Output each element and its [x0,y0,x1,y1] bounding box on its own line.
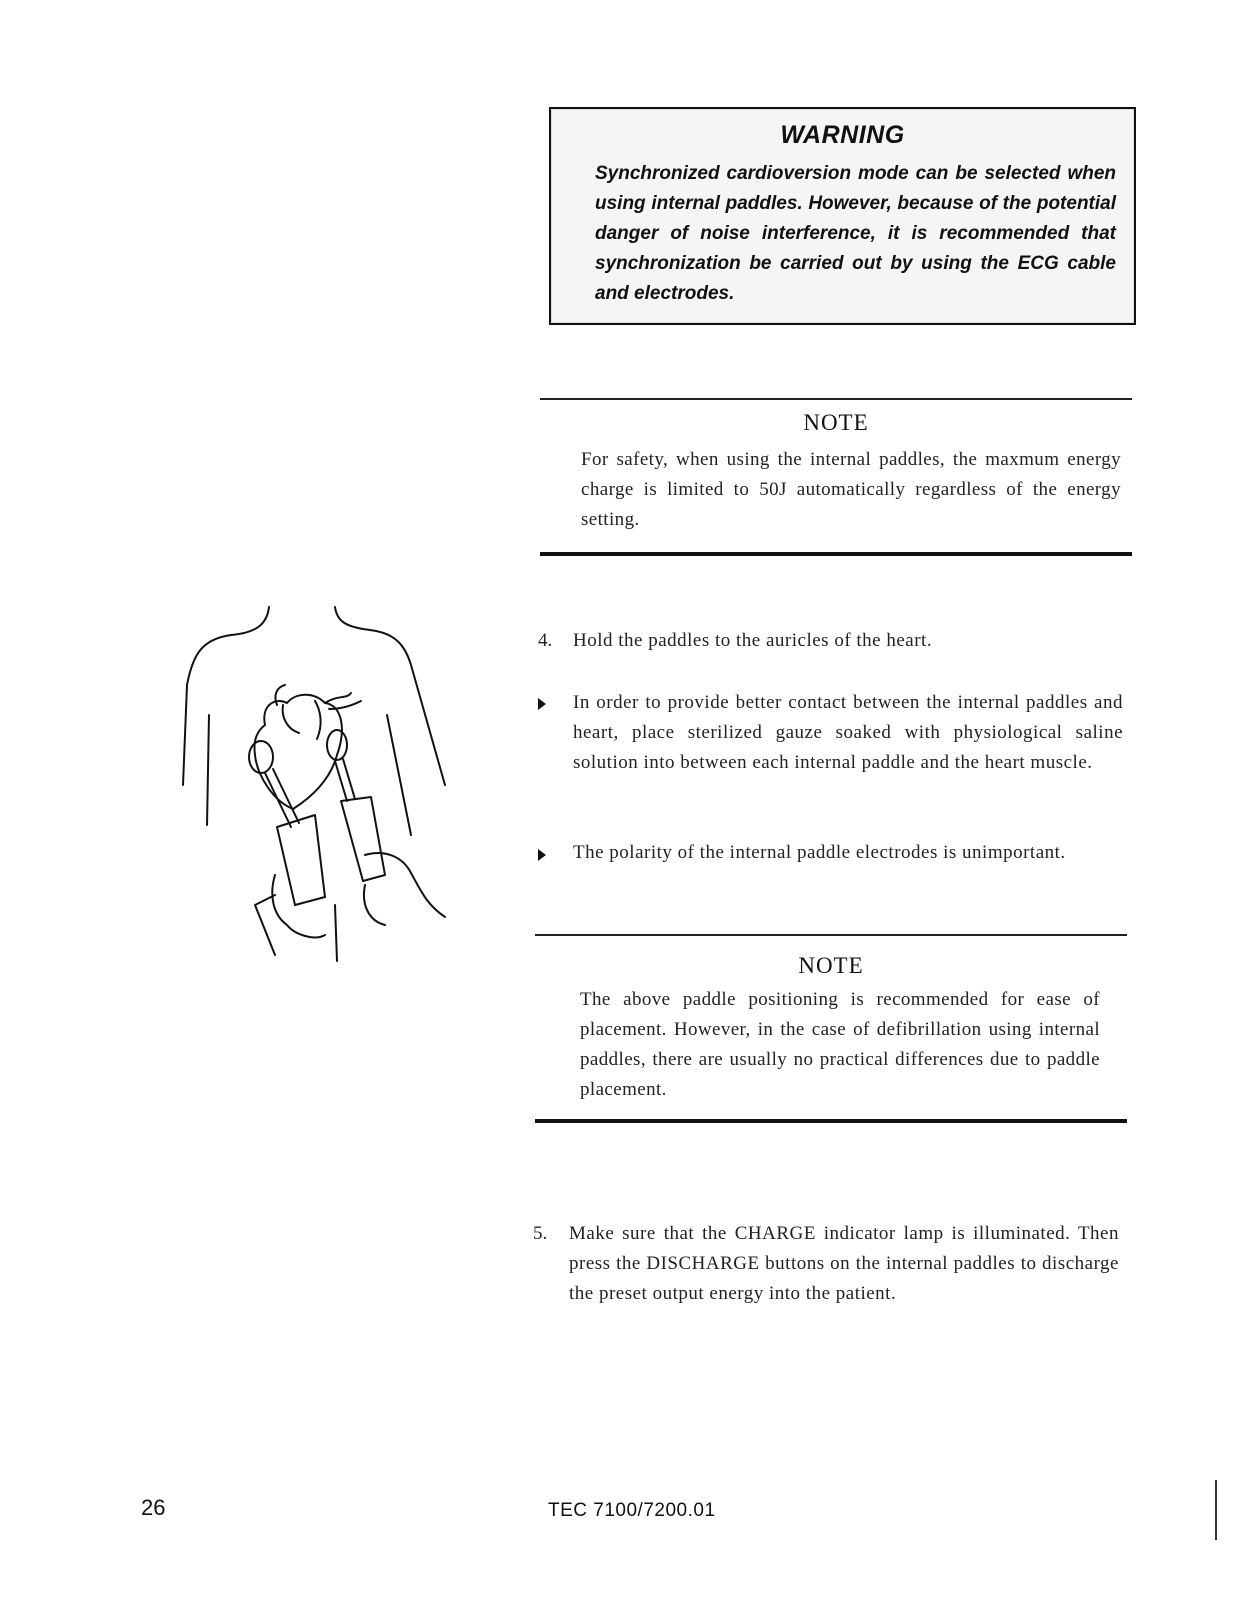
left-paddle-head [249,741,273,773]
step4-text: Hold the paddles to the auricles of the heart. [573,630,933,651]
torso-right-outline [370,630,445,785]
step5-number: 5. [533,1223,548,1244]
document-code: TEC 7100/7200.01 [548,1500,716,1521]
neck-right-line [335,607,370,630]
vessel-1 [325,693,351,703]
right-fingers [364,885,385,925]
page-edge-mark [1215,1480,1217,1540]
step4-number: 4. [538,630,553,651]
bullet-2-text: The polarity of the internal paddle electrodes is unimportant. [573,842,1066,863]
warning-text: Synchronized cardioversion mode can be selected when using internal paddles. However, because of the potential danger of noise interference, it is recommended that synchronization be carried out by using the ECG cable and electrodes. [595,163,1116,304]
step5-text: Make sure that the CHARGE indicator lamp is illuminated. Then press the DISCHARGE buttons on the internal paddles to discharge the preset output energy into the patient. [569,1223,1119,1304]
right-inner-arm-line [387,715,411,835]
note2-title: NOTE [798,953,864,978]
right-hand [365,853,445,917]
note1-top-rule [540,398,1132,400]
warning-title: WARNING [780,121,905,149]
heart-detail-2 [315,701,321,739]
note2-text: The above paddle positioning is recommended for ease of placement. However, in the case of defibrillation using internal paddles, there are usually no practical differences due to paddle placement. [580,989,1100,1100]
note1-title: NOTE [803,410,869,435]
warning-box [549,107,1136,325]
right-paddle-shaft [335,759,355,801]
neck-left-line [231,607,269,635]
right-paddle-handle [341,797,385,881]
heart-detail-1 [283,705,299,733]
bullet-arrow-icon [538,849,546,861]
internal-paddles-illustration [165,605,465,985]
note2-bottom-rule [535,1119,1127,1123]
bullet-1-text: In order to provide better contact between the internal paddles and heart, place sterilized gauze soaked with physiological saline solution into between each internal paddle and the heart muscle. [573,692,1123,773]
left-paddle-handle [277,815,325,905]
left-inner-arm-line [207,715,209,825]
right-forearm [335,905,337,961]
left-arm [255,895,275,955]
left-hand [272,875,325,937]
left-paddle-shaft [265,769,299,827]
torso-left-outline [183,635,231,785]
note2-top-rule [535,934,1127,936]
page-number: 26 [141,1495,166,1520]
note1-text: For safety, when using the internal paddles, the maxmum energy charge is limited to 50J automatically regardless of the energy setting. [581,449,1121,530]
bullet-arrow-icon [538,698,546,710]
note1-bottom-rule [540,552,1132,556]
